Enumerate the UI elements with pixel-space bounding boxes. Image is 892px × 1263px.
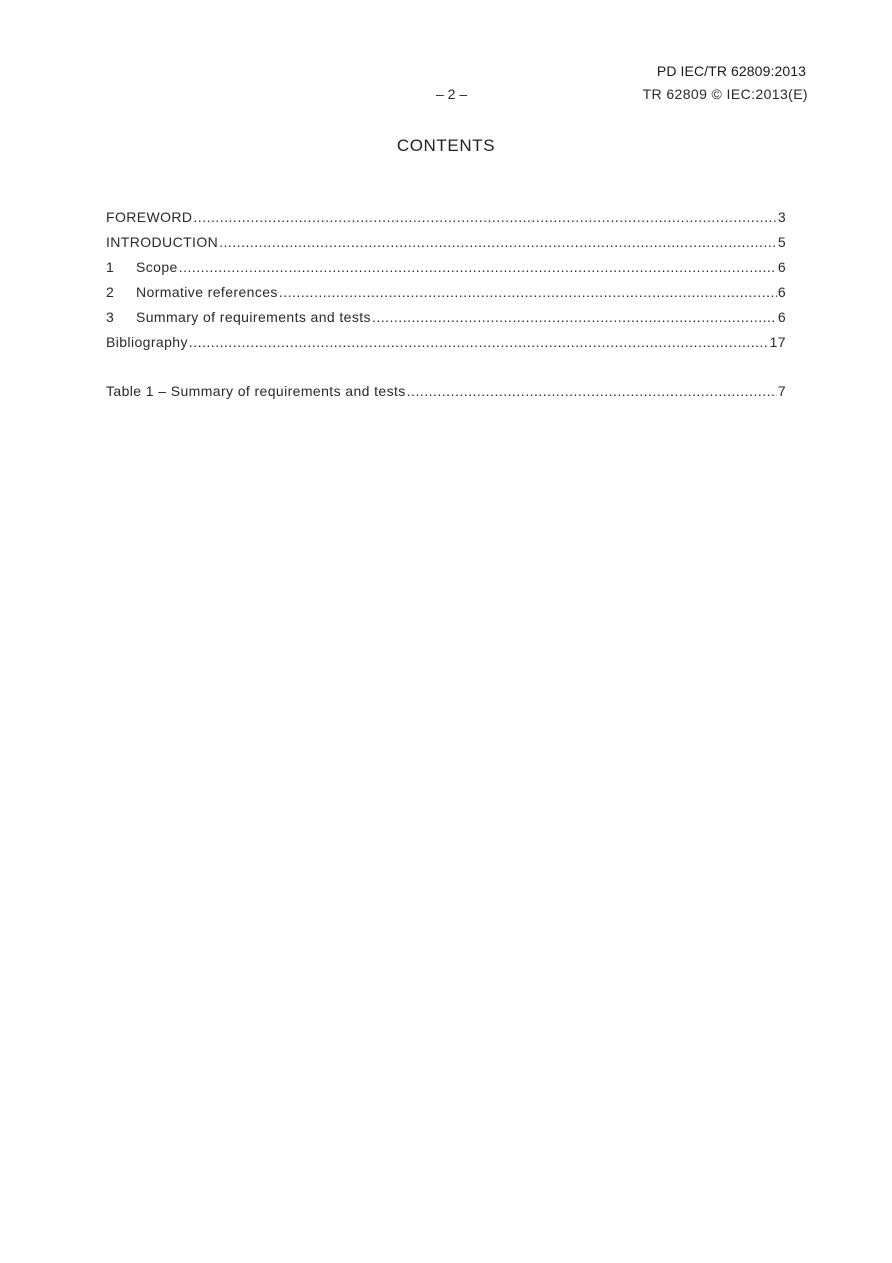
toc-entry-label: Scope bbox=[136, 259, 178, 275]
toc-entry-number: 2 bbox=[106, 284, 115, 300]
document-reference: TR 62809 © IEC:2013(E) bbox=[642, 86, 808, 102]
toc-entry-table-1[interactable] bbox=[106, 383, 786, 408]
document-id: PD IEC/TR 62809:2013 bbox=[656, 63, 806, 79]
toc-entry-label: Bibliography bbox=[106, 334, 188, 350]
toc-entry-page: 17 bbox=[769, 334, 786, 350]
toc-entry-scope[interactable] bbox=[106, 259, 786, 284]
toc-entry-number: 3 bbox=[106, 309, 115, 325]
toc-entry-page: 7 bbox=[777, 383, 786, 399]
toc-entry-page: 6 bbox=[777, 259, 786, 275]
contents-title: CONTENTS bbox=[396, 136, 496, 155]
table-of-contents bbox=[106, 209, 786, 408]
toc-entry-page: 5 bbox=[777, 234, 786, 250]
toc-leader-dots bbox=[372, 309, 777, 325]
toc-entry-label: Table 1 – Summary of requirements and tests bbox=[106, 383, 406, 399]
toc-entry-page: 3 bbox=[777, 209, 786, 225]
toc-leader-dots bbox=[219, 234, 777, 250]
toc-leader-dots bbox=[279, 284, 777, 300]
toc-entry-label: Summary of requirements and tests bbox=[136, 309, 371, 325]
toc-entry-normative-references[interactable] bbox=[106, 284, 786, 309]
toc-leader-dots bbox=[407, 383, 777, 399]
toc-entry-foreword[interactable] bbox=[106, 209, 786, 234]
toc-entry-bibliography[interactable] bbox=[106, 334, 786, 359]
toc-entry-introduction[interactable] bbox=[106, 234, 786, 259]
toc-leader-dots bbox=[189, 334, 769, 350]
toc-entry-label: Normative references bbox=[136, 284, 278, 300]
toc-entry-number: 1 bbox=[106, 259, 115, 275]
toc-entry-page: 6 bbox=[777, 284, 786, 300]
toc-entry-label: INTRODUCTION bbox=[106, 234, 219, 250]
toc-entry-label: FOREWORD bbox=[106, 209, 193, 225]
toc-section-gap bbox=[106, 359, 786, 383]
page-number: – 2 – bbox=[436, 86, 468, 102]
toc-entry-page: 6 bbox=[777, 309, 786, 325]
toc-entry-summary[interactable] bbox=[106, 309, 786, 334]
toc-leader-dots bbox=[193, 209, 776, 225]
toc-leader-dots bbox=[179, 259, 777, 275]
